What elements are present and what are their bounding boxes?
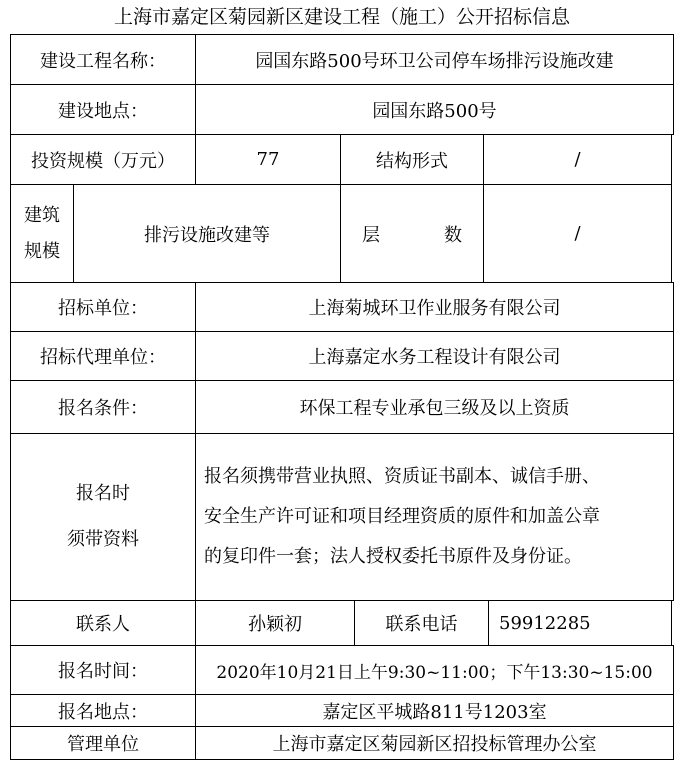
authority-label: 管理单位	[10, 726, 196, 760]
documents-label-line2: 须带资料	[67, 529, 139, 550]
registration-place-value: 嘉定区平城路811号1203室	[195, 694, 674, 727]
requirements-label: 报名条件：	[10, 380, 196, 434]
row-requirements	[10, 380, 674, 434]
documents-label-line1: 报名时	[76, 483, 130, 504]
building-label	[10, 184, 74, 283]
row-location	[10, 84, 674, 135]
building-value: 排污设施改建等	[73, 184, 341, 283]
project-name-value: 园国东路500号环卫公司停车场排污设施改建	[195, 34, 674, 85]
floors-value: /	[483, 184, 672, 283]
project-name-label: 建设工程名称：	[10, 34, 196, 85]
phone-value: 59912285	[488, 600, 672, 646]
location-label: 建设地点：	[10, 84, 196, 135]
registration-place-label: 报名地点：	[10, 694, 196, 727]
documents-line-2: 安全生产许可证和项目经理资质的原件和加盖公章	[204, 506, 600, 527]
row-contact	[10, 600, 674, 646]
tender-info-table	[10, 34, 674, 760]
row-registration-time	[10, 645, 674, 695]
floors-label-b: 数	[444, 224, 462, 246]
location-value: 园国东路500号	[195, 84, 674, 135]
row-project-name	[10, 34, 674, 85]
row-building	[10, 184, 674, 283]
investment-value: 77	[195, 134, 341, 185]
structure-label: 结构形式	[340, 134, 484, 185]
page-title: 上海市嘉定区菊园新区建设工程（施工）公开招标信息	[113, 6, 570, 28]
row-registration-place	[10, 694, 674, 727]
documents-label	[10, 433, 196, 601]
building-label-line1: 建筑	[24, 204, 60, 226]
row-authority	[10, 726, 674, 760]
row-agent	[10, 331, 674, 381]
documents-line-3: 的复印件一套；法人授权委托书原件及身份证。	[204, 546, 582, 567]
requirements-value: 环保工程专业承包三级及以上资质	[195, 380, 674, 434]
row-documents	[10, 433, 674, 601]
row-tenderer	[10, 282, 674, 332]
documents-value	[195, 433, 674, 601]
tenderer-label: 招标单位：	[10, 282, 196, 332]
investment-label: 投资规模（万元）	[10, 134, 196, 185]
row-investment	[10, 134, 674, 185]
agent-label: 招标代理单位：	[10, 331, 196, 381]
agent-value: 上海嘉定水务工程设计有限公司	[195, 331, 674, 381]
registration-time-value: 2020年10月21日上午9:30~11:00；下午13:30~15:00	[195, 645, 674, 695]
building-label-line2: 规模	[24, 240, 60, 262]
documents-line-1: 报名须携带营业执照、资质证书副本、诚信手册、	[204, 466, 600, 487]
tenderer-value: 上海菊城环卫作业服务有限公司	[195, 282, 674, 332]
phone-label: 联系电话	[354, 600, 489, 646]
contact-label: 联系人	[10, 600, 196, 646]
floors-label-a: 层	[362, 224, 380, 246]
floors-label	[340, 184, 484, 283]
authority-value: 上海市嘉定区菊园新区招投标管理办公室	[195, 726, 674, 760]
contact-value: 孙颖初	[195, 600, 355, 646]
structure-value: /	[483, 134, 672, 185]
registration-time-label: 报名时间：	[10, 645, 196, 695]
